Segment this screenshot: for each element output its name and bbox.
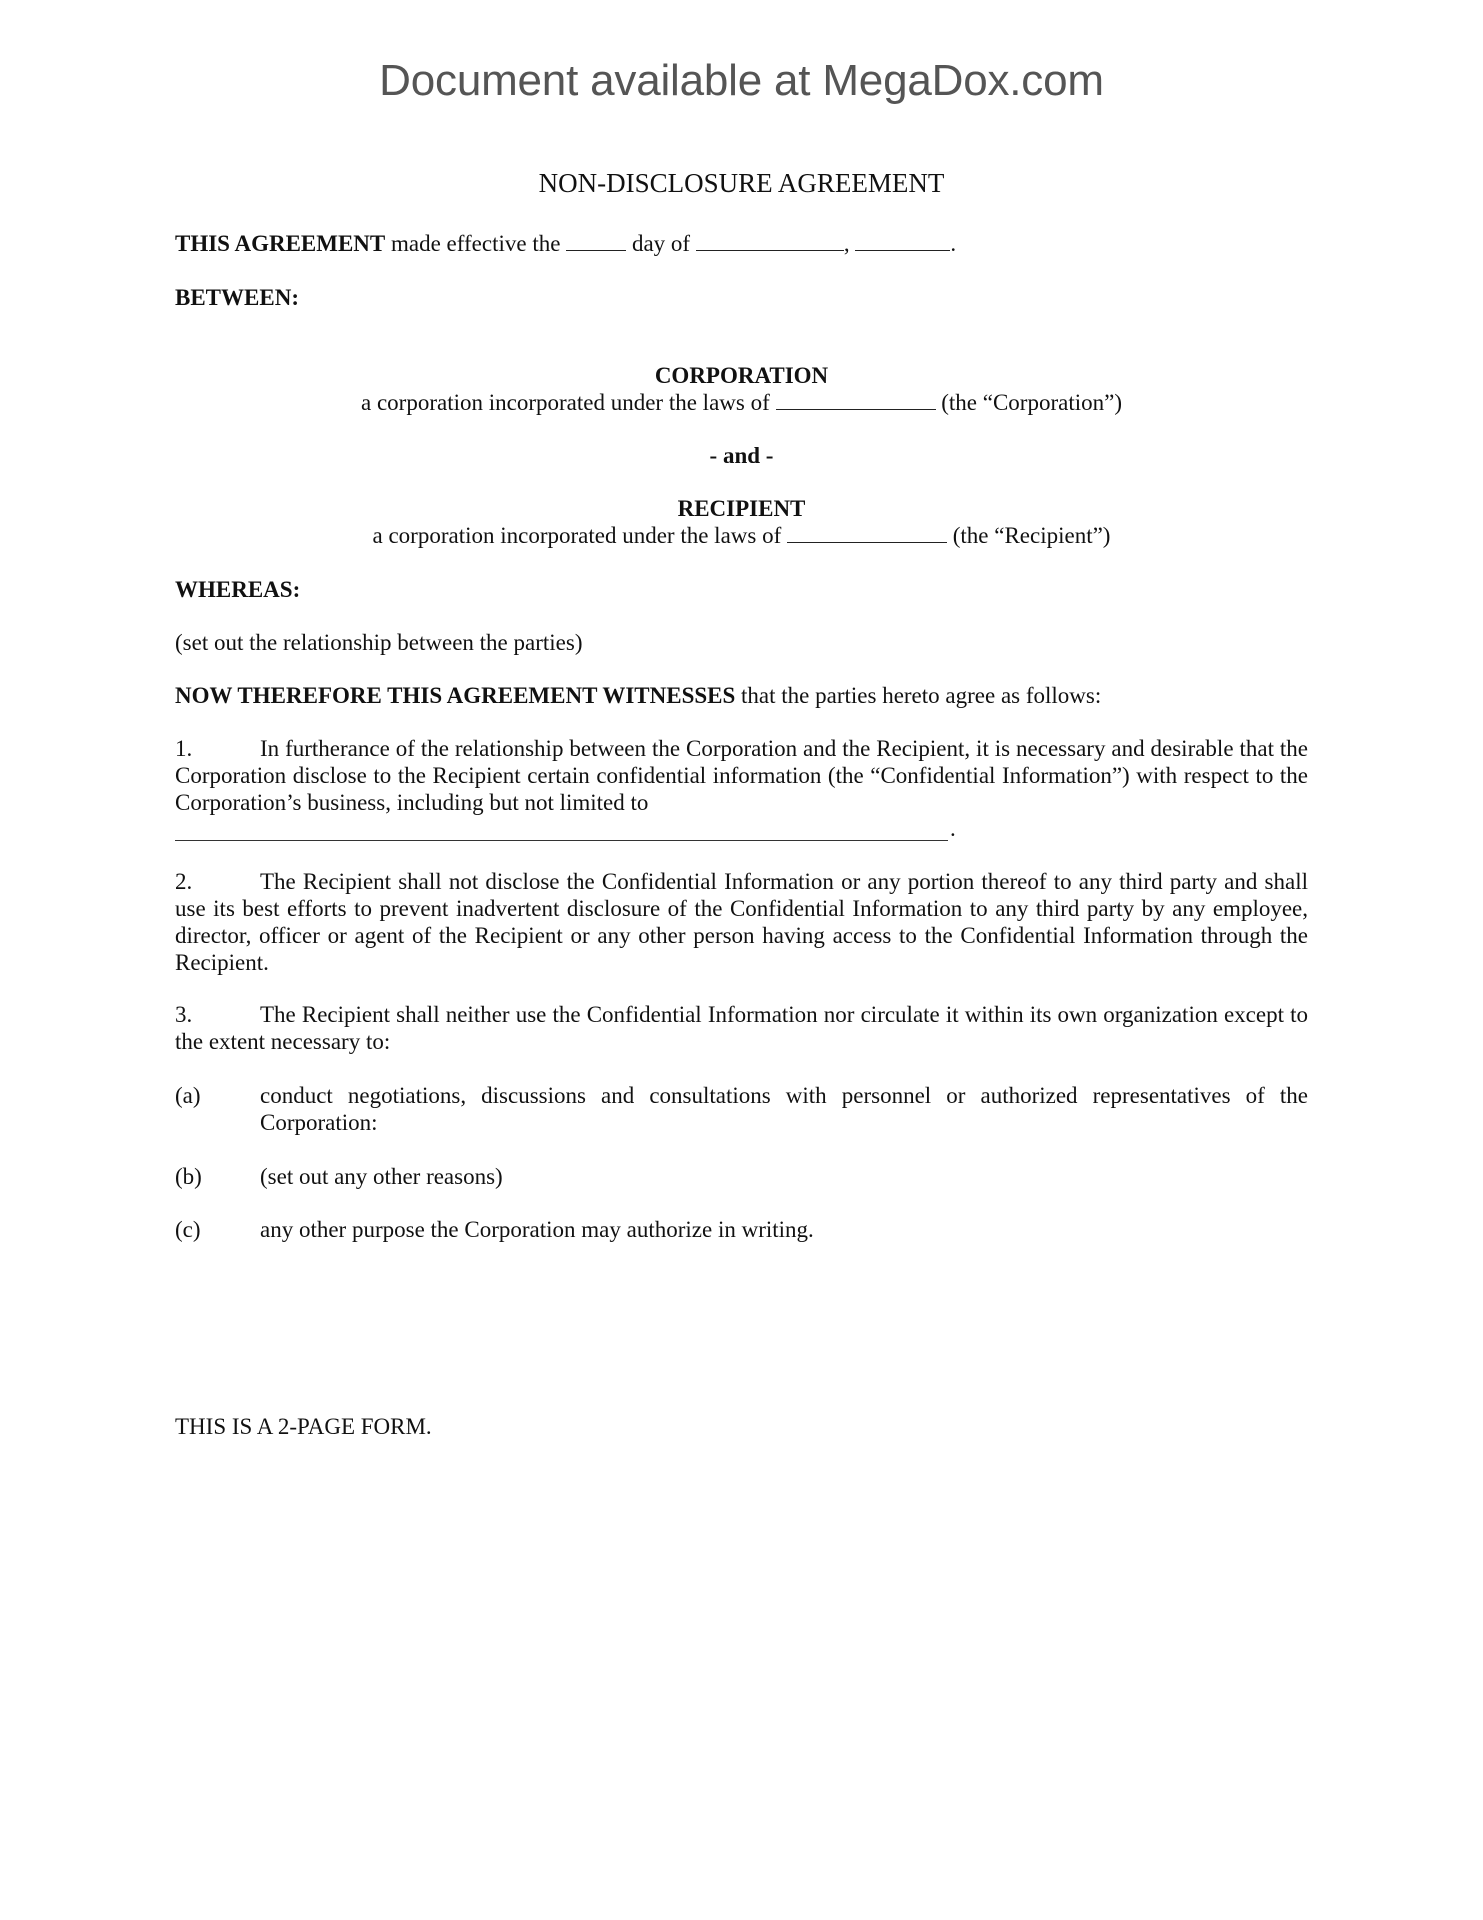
intro-text-3: , bbox=[843, 231, 856, 256]
whereas-text: (set out the relationship between the parties) bbox=[175, 630, 583, 655]
subclause-a bbox=[175, 1082, 1308, 1136]
subclause-c bbox=[175, 1216, 1308, 1243]
witnesses-paragraph bbox=[175, 682, 1308, 709]
party2-jurisdiction-blank[interactable] bbox=[787, 524, 947, 543]
subclause-a-label: (a) bbox=[175, 1083, 201, 1108]
intro-bold: THIS AGREEMENT bbox=[175, 231, 386, 256]
party2-description bbox=[175, 522, 1308, 549]
clause-1 bbox=[175, 735, 1308, 816]
footer-note: THIS IS A 2-PAGE FORM. bbox=[175, 1414, 432, 1439]
subclause-b-label: (b) bbox=[175, 1164, 202, 1189]
subclause-c-text: any other purpose the Corporation may authorize in writing. bbox=[260, 1217, 814, 1242]
megadox-banner: Document available at MegaDox.com bbox=[379, 56, 1104, 105]
party1-jurisdiction-blank[interactable] bbox=[776, 391, 936, 410]
clause-2 bbox=[175, 868, 1308, 976]
between-label: BETWEEN: bbox=[175, 285, 299, 310]
party1-desc-after: (the “Corporation”) bbox=[935, 390, 1122, 415]
party1-name: CORPORATION bbox=[654, 363, 829, 388]
day-blank[interactable] bbox=[566, 232, 626, 251]
whereas-label: WHEREAS: bbox=[175, 577, 301, 602]
and-separator: - and - bbox=[709, 443, 774, 468]
year-blank[interactable] bbox=[855, 232, 950, 251]
party2-desc-after: (the “Recipient”) bbox=[947, 523, 1111, 548]
clause-3 bbox=[175, 1001, 1308, 1055]
subclause-a-text: conduct negotiations, discussions and consultations with personnel or authorized representatives of the Corporation: bbox=[260, 1083, 1308, 1135]
intro-text-4: . bbox=[950, 231, 957, 256]
party1-desc-before: a corporation incorporated under the laws of bbox=[361, 390, 776, 415]
clause-1-blank-line[interactable] bbox=[175, 840, 948, 841]
witnesses-text: that the parties hereto agree as follows: bbox=[735, 683, 1102, 708]
clause-2-text: The Recipient shall not disclose the Confidential Information or any portion thereof to any third party and shall use its best efforts to prevent inadvertent disclosure of the Confidential Information to any third party by any employee, director, officer or agent of the Recipient or any other person having access to the Confidential Information through the Recipient. bbox=[175, 869, 1308, 975]
party2-desc-before: a corporation incorporated under the laws of bbox=[372, 523, 787, 548]
intro-paragraph bbox=[175, 230, 1308, 257]
clause-1-text: In furtherance of the relationship between the Corporation and the Recipient, it is necessary and desirable that the Corporation disclose to the Recipient certain confidential information (the “Confidential Information”) with respect to the Corporation’s business, including but not limited to bbox=[175, 736, 1308, 815]
clause-3-number: 3. bbox=[175, 1002, 193, 1027]
subclause-c-label: (c) bbox=[175, 1217, 201, 1242]
subclause-b bbox=[175, 1163, 1308, 1190]
clause-1-period: . bbox=[950, 816, 956, 841]
clause-1-number: 1. bbox=[175, 736, 193, 761]
clause-2-number: 2. bbox=[175, 869, 193, 894]
subclause-b-text: (set out any other reasons) bbox=[260, 1164, 503, 1189]
intro-text-2: day of bbox=[626, 231, 696, 256]
witnesses-bold: NOW THEREFORE THIS AGREEMENT WITNESSES bbox=[175, 683, 736, 708]
clause-3-text: The Recipient shall neither use the Confidential Information nor circulate it within its own organization except to the extent necessary to: bbox=[175, 1002, 1308, 1054]
intro-text-1: made effective the bbox=[385, 231, 567, 256]
party1-description bbox=[175, 389, 1308, 416]
month-blank[interactable] bbox=[696, 232, 844, 251]
document-title: NON-DISCLOSURE AGREEMENT bbox=[538, 168, 945, 198]
party2-name: RECIPIENT bbox=[677, 496, 806, 521]
